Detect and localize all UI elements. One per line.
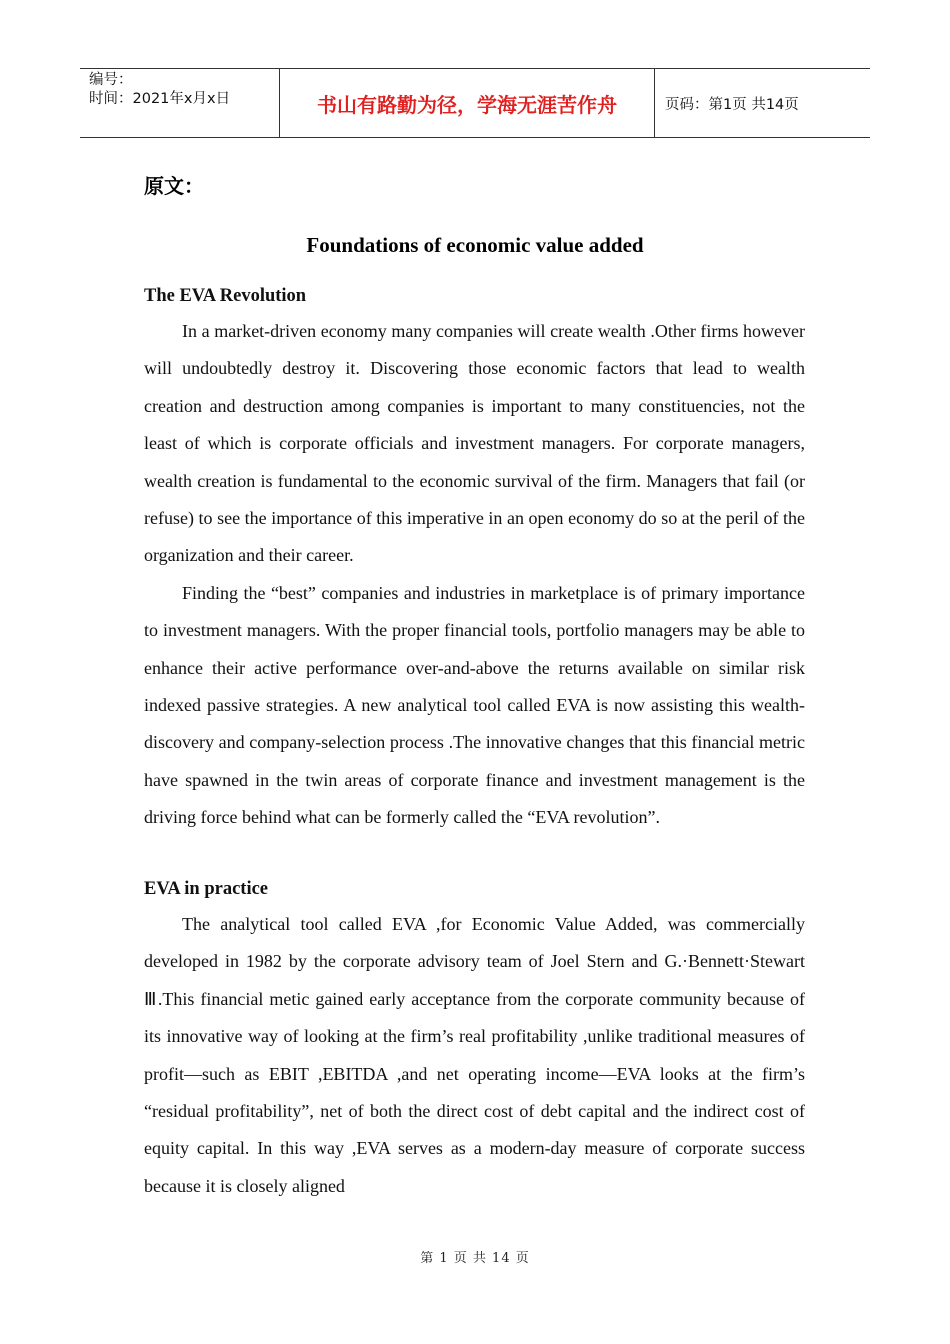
paragraph: Finding the “best” companies and industries in marketplace is of primary importance to investment managers. With the proper financial tools, portfolio managers may be able to enhance their active performance over-and-above the returns available on similar risk indexed passive strategies. A new analytical tool called EVA is now assisting this wealth-discovery and company-selection process .The innovative changes that this financial metric have spawned in the twin areas of corporate finance and investment management is the driving force behind what can be formerly called the “EVA revolution”.: [144, 582, 805, 828]
header-meta-cell: [80, 69, 280, 137]
header-motto: 书山有路勤为径，学海无涯苦作舟: [280, 69, 655, 137]
section-eva-in-practice: [144, 877, 805, 1205]
header-page-info: 页码：第1页 共14页: [665, 96, 799, 113]
section-eva-revolution: [144, 284, 805, 837]
paragraph: The analytical tool called EVA ,for Economic Value Added, was commercially developed in 1982 by the corporate advisory team of Joel Stern and G.·Bennett·Stewart Ⅲ.This financial metic gained early acceptance from the corporate community because of its innovative way of looking at the firm’s real profitability ,unlike traditional measures of profit—such as EBIT ,EBITDA ,and net operating income—EVA looks at the firm’s “residual profitability”, net of both the direct cost of debt capital and the indirect cost of equity capital. In this way ,EVA serves as a modern-day measure of corporate success because it is closely aligned: [144, 914, 805, 1196]
original-text-label: 原文：: [144, 174, 204, 198]
header-table: [80, 68, 870, 138]
section-heading: EVA in practice: [144, 879, 269, 899]
page-footer: 第 1 页 共 14 页: [420, 1251, 530, 1266]
number-label: 编号：: [89, 72, 133, 88]
document-title: Foundations of economic value added: [306, 233, 644, 257]
section-heading: The EVA Revolution: [144, 286, 307, 306]
paragraph: In a market-driven economy many companies will create wealth .Other firms however will undoubtedly destroy it. Discovering those economic factors that lead to wealth creation and destruction among companies is important to many constituencies, not the least of which is corporate officials and investment managers. For corporate managers, wealth creation is fundamental to the economic survival of the firm. Managers that fail (or refuse) to see the importance of this imperative in an open economy do so at the peril of the organization and their career.: [144, 321, 805, 566]
time-label: 时间：2021年x月x日: [89, 91, 231, 107]
